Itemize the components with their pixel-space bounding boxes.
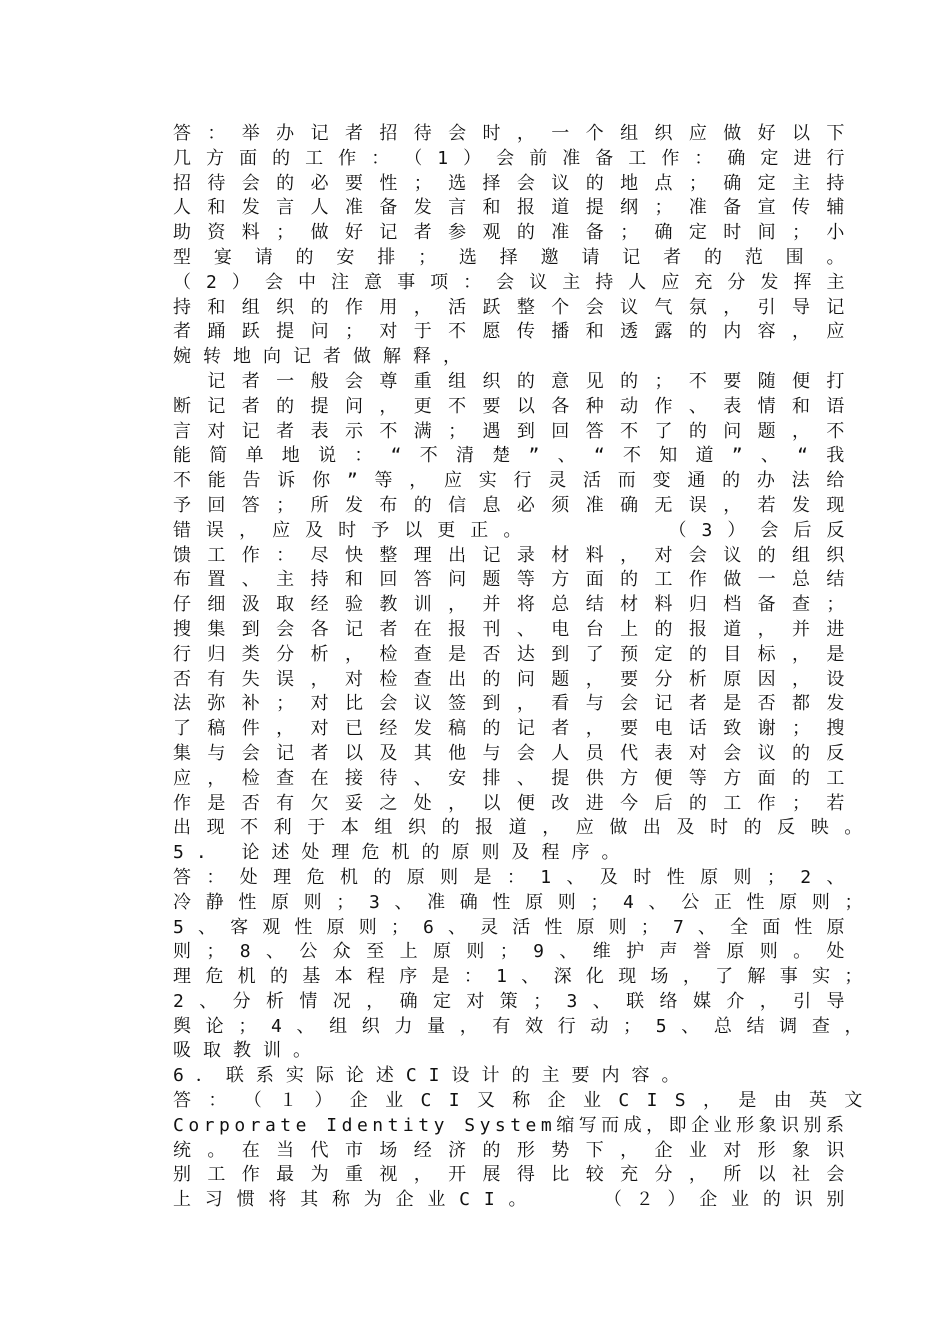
text-line: 几 方 面 的 工 作 ： （ 1 ） 会 前 准 备 工 作 ： 确 定 进 行 (173, 147, 845, 169)
text-line: 应 ， 检 查 在 接 待 、 安 排 、 提 供 方 便 等 方 面 的 工 (173, 767, 845, 789)
text-line: 者 踊 跃 提 问 ； 对 于 不 愿 传 播 和 透 露 的 内 容 ， 应 (173, 321, 845, 343)
text-line: 持 和 组 织 的 作 用 ， 活 跃 整 个 会 议 气 氛 ， 引 导 记 (173, 296, 845, 318)
text-line: （ 2 ） 会 中 注 意 事 项 ： 会 议 主 持 人 应 充 分 发 挥 主 (173, 271, 845, 293)
text-line: 行 归 类 分 析 ， 检 查 是 否 达 到 了 预 定 的 目 标 ， 是 (173, 643, 845, 665)
text-line: 则 ； 8 、 公 众 至 上 原 则 ； 9 、 维 护 声 誉 原 则 。 处 (173, 941, 845, 963)
text-line: 言 对 记 者 表 示 不 满 ； 遇 到 回 答 不 了 的 问 题 ， 不 (173, 420, 845, 442)
text-line: 助 资 料 ； 做 好 记 者 参 观 的 准 备 ； 确 定 时 间 ； 小 (173, 222, 845, 244)
text-line: 集 与 会 记 者 以 及 其 他 与 会 人 员 代 表 对 会 议 的 反 (173, 742, 845, 764)
text-line: 统 。 在 当 代 市 场 经 济 的 形 势 下 ， 企 业 对 形 象 识 (173, 1139, 845, 1161)
text-line: 仔 细 汲 取 经 验 教 训 ， 并 将 总 结 材 料 归 档 备 查 ； (173, 594, 845, 616)
text-line: 否 有 失 误 ， 对 检 查 出 的 问 题 ， 要 分 析 原 因 ， 设 (173, 668, 845, 690)
text-line: 舆 论 ； 4 、 组 织 力 量 ， 有 效 行 动 ； 5 、 总 结 调 查 ， (173, 1015, 863, 1037)
text-line: 招 待 会 的 必 要 性 ； 选 择 会 议 的 地 点 ； 确 定 主 持 (173, 172, 845, 194)
text-line: 2 、 分 析 情 况 ， 确 定 对 策 ； 3 、 联 络 媒 介 ， 引 导 (173, 990, 845, 1012)
text-line: 答 ： （ １ ） 企 业 C I 又 称 企 业 C I S ， 是 由 英 文 (173, 1090, 863, 1112)
text-line: 6．联系实际论述CI设计的主要内容。 (173, 1065, 692, 1087)
text-line: 能 简 单 地 说 ： “ 不 清 楚 ” 、 “ 不 知 道 ” 、 “ 我 (173, 445, 845, 467)
text-line: 理 危 机 的 基 本 程 序 是 ： 1 、 深 化 现 场 ， 了 解 事 实 ； (173, 966, 863, 988)
text-line: 5. 论述处理危机的原则及程序。 (173, 842, 632, 864)
text-line: 5 、 客 观 性 原 则 ； 6 、 灵 活 性 原 则 ； 7 、 全 面 性 原 (173, 916, 845, 938)
text-line: 了 稿 件 ， 对 已 经 发 稿 的 记 者 ， 要 电 话 致 谢 ； 搜 (173, 718, 845, 740)
text-line: 法 弥 补 ； 对 比 会 议 签 到 ， 看 与 会 记 者 是 否 都 发 (173, 693, 845, 715)
text-line: 出 现 不 利 于 本 组 织 的 报 道 ， 应 做 出 及 时 的 反 映 。 (173, 817, 863, 839)
text-line: 不 能 告 诉 你 ” 等 ， 应 实 行 灵 活 而 变 通 的 办 法 给 (173, 470, 845, 492)
text-line: 冷 静 性 原 则 ； 3 、 准 确 性 原 则 ； 4 、 公 正 性 原 则 ； (173, 891, 863, 913)
text-line: 婉转地向记者做解释， (173, 346, 473, 368)
text-line: 错 误 ， 应 及 时 予 以 更 正 。 （ 3 ） 会 后 反 (173, 519, 845, 541)
text-line: 馈 工 作 ： 尽 快 整 理 出 记 录 材 料 ， 对 会 议 的 组 织 (173, 544, 845, 566)
text-line: 作 是 否 有 欠 妥 之 处 ， 以 便 改 进 今 后 的 工 作 ； 若 (173, 792, 845, 814)
text-line: 断 记 者 的 提 问 ， 更 不 要 以 各 种 动 作 、 表 情 和 语 (173, 395, 845, 417)
text-line: 布 置 、 主 持 和 回 答 问 题 等 方 面 的 工 作 做 一 总 结 (173, 569, 845, 591)
text-line: 别 工 作 最 为 重 视 ， 开 展 得 比 较 充 分 ， 所 以 社 会 (173, 1164, 845, 1186)
text-line: 予 回 答 ； 所 发 布 的 信 息 必 须 准 确 无 误 ， 若 发 现 (173, 494, 845, 516)
text-line: C o r p o r a t e I d e n t i t y S y s t e m 缩 写 而 成 ， 即 企 业 形 象 识 别 系 (173, 1114, 845, 1136)
text-line: 人 和 发 言 人 准 备 发 言 和 报 道 提 纲 ； 准 备 宣 传 辅 (173, 197, 845, 219)
text-line: 答 ： 处 理 危 机 的 原 则 是 ： 1 、 及 时 性 原 则 ； 2 、 (173, 866, 845, 888)
text-line: 吸取教训。 (173, 1040, 323, 1062)
text-line: 搜 集 到 会 各 记 者 在 报 刊 、 电 台 上 的 报 道 ， 并 进 (173, 618, 845, 640)
text-line: 型 宴 请 的 安 排 ； 选 择 邀 请 记 者 的 范 围 。 (173, 246, 845, 268)
text-line: 记 者 一 般 会 尊 重 组 织 的 意 见 的 ； 不 要 随 便 打 (207, 370, 845, 392)
text-line: 上 习 惯 将 其 称 为 企 业 C I 。 （ ２ ） 企 业 的 识 别 (173, 1189, 845, 1211)
text-line: 答 ： 举 办 记 者 招 待 会 时 ， 一 个 组 织 应 做 好 以 下 (173, 123, 845, 144)
document-body (173, 122, 863, 1213)
